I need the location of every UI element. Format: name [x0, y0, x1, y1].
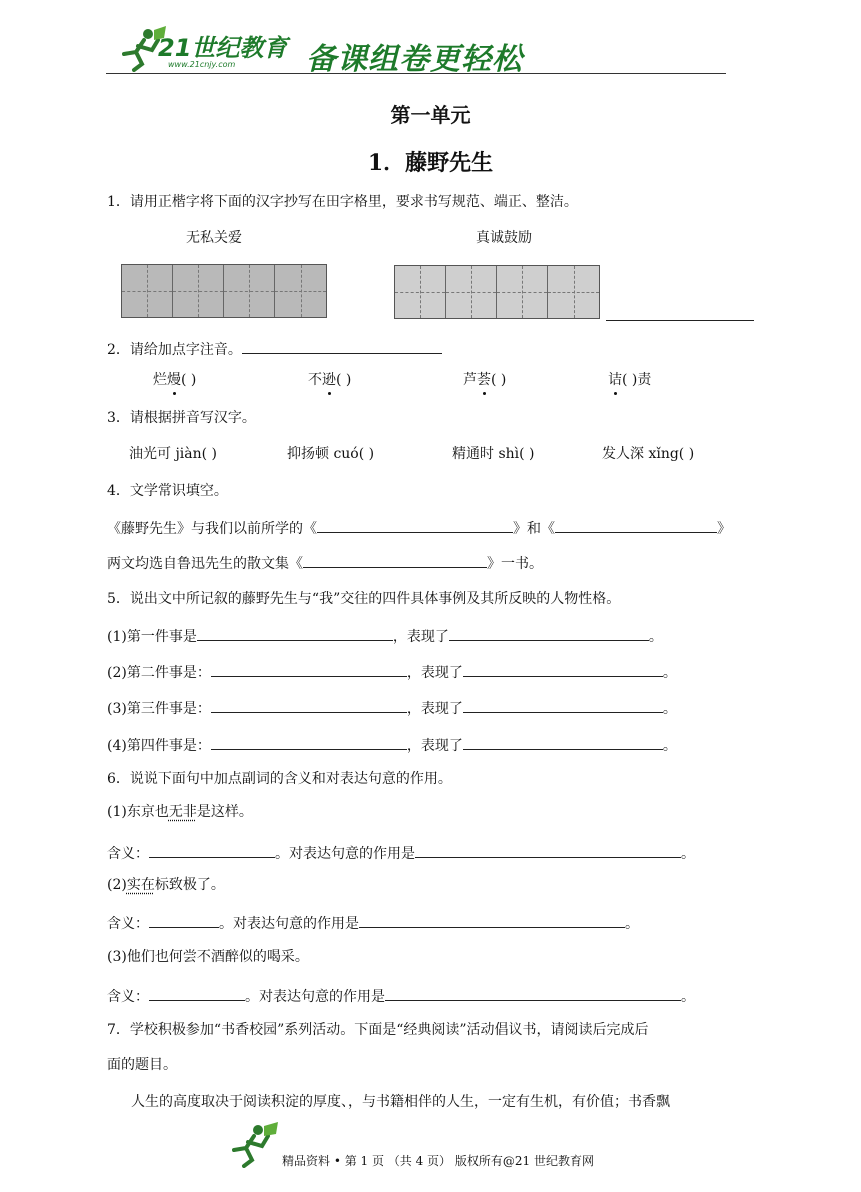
q1-underline [606, 320, 754, 321]
q5-event-blank-1[interactable] [197, 624, 393, 641]
q6-answer-1: 含义： 。对表达句意的作用是 。 [107, 841, 695, 864]
q6-effect-blank-3[interactable] [385, 984, 681, 1001]
q4-line-1: 《藤野先生》与我们以前所学的《 》和《 》 [107, 516, 731, 539]
q6-sentence-1: (1)东京也无非是这样。 [107, 804, 253, 820]
q5-trait-blank-4[interactable] [463, 733, 663, 750]
tianzige-grid-1[interactable] [121, 264, 327, 318]
q1-word1: 无私关爱 [186, 230, 242, 246]
q6-text: 6．说说下面句中加点副词的含义和对表达句意的作用。 [107, 771, 452, 787]
q5-event-blank-3[interactable] [211, 696, 407, 713]
q2-text [107, 337, 442, 360]
q6-effect-blank-2[interactable] [359, 911, 625, 928]
q3-text: 3．请根据拼音写汉字。 [107, 410, 256, 426]
q5-event-blank-2[interactable] [211, 660, 407, 677]
q4-blank-1[interactable] [317, 516, 513, 533]
q6-sentence-3: (3)他们也何尝不酒醉似的喝采。 [107, 949, 309, 965]
q6-meaning-blank-2[interactable] [149, 911, 219, 928]
q6-meaning-blank-3[interactable] [149, 984, 245, 1001]
logo-text: 21世纪教育 [158, 34, 288, 62]
q7-paragraph: 人生的高度取决于阅读积淀的厚度、，与书籍相伴的人生，一定有生机，有价值；书香飘 [131, 1094, 670, 1110]
lesson-title: 1．藤野先生 [367, 150, 494, 176]
q4-blank-3[interactable] [303, 551, 487, 568]
q1-text: 1．请用正楷字将下面的汉字抄写在田字格里，要求书写规范、端正、整洁。 [107, 194, 578, 210]
q1-word2: 真诚鼓励 [476, 230, 532, 246]
q2-item-2: 不逊( ) [308, 372, 352, 388]
q2-item-1: 烂熳( ) [153, 372, 197, 388]
q5-event-blank-4[interactable] [211, 733, 407, 750]
header-slogan: 备课组卷更轻松 [306, 42, 523, 77]
q4-line-2: 两文均选自鲁迅先生的散文集《 》一书。 [107, 551, 543, 574]
q4-text: 4．文学常识填空。 [107, 483, 228, 499]
q5-trait-blank-1[interactable] [449, 624, 649, 641]
q2-item-3: 芦荟( ) [463, 372, 507, 388]
q5-trait-blank-2[interactable] [463, 660, 663, 677]
q2-answer-line[interactable] [242, 337, 442, 354]
q5-item-2: (2)第二件事是： ，表现了 。 [107, 660, 677, 683]
q5-item-3: (3)第三件事是： ，表现了 。 [107, 696, 677, 719]
tianzige-grid-2[interactable] [394, 265, 600, 319]
runner-logo-icon [216, 1120, 284, 1168]
q7-text-line-1: 7．学校积极参加“书香校园”系列活动。下面是“经典阅读”活动倡议书，请阅读后完成后 [107, 1022, 649, 1038]
logo-url: www.21cnjy.com [168, 60, 236, 69]
q5-text: 5．说出文中所记叙的藤野先生与“我”交往的四件具体事例及其所反映的人物性格。 [107, 591, 621, 607]
q6-meaning-blank-1[interactable] [149, 841, 275, 858]
q3-item-2: 抑扬顿 cuó( ) [287, 446, 375, 462]
header-rule [106, 73, 726, 74]
q3-item-4: 发人深 xǐng( ) [602, 446, 695, 462]
footer-logo [216, 1120, 284, 1172]
q6-sentence-2: (2)实在标致极了。 [107, 877, 225, 893]
q5-trait-blank-3[interactable] [463, 696, 663, 713]
q5-item-1: (1)第一件事是 ，表现了 。 [107, 624, 663, 647]
unit-title: 第一单元 [390, 103, 471, 127]
q5-item-4: (4)第四件事是： ，表现了 。 [107, 733, 677, 756]
q3-item-3: 精通时 shì( ) [452, 446, 535, 462]
q2-item-4: 诘( )责 [608, 372, 652, 388]
q6-answer-2: 含义： 。对表达句意的作用是 。 [107, 911, 639, 934]
q6-answer-3: 含义： 。对表达句意的作用是 。 [107, 984, 695, 1007]
q6-effect-blank-1[interactable] [415, 841, 681, 858]
q4-blank-2[interactable] [555, 516, 717, 533]
q7-text-line-2: 面的题目。 [107, 1057, 177, 1073]
footer-text: 精品资料 • 第 1 页 （共 4 页） 版权所有@21 世纪教育网 [282, 1154, 594, 1168]
q2-label: 2．请给加点字注音。 [107, 342, 242, 358]
q3-item-1: 油光可 jiàn( ) [129, 446, 218, 462]
